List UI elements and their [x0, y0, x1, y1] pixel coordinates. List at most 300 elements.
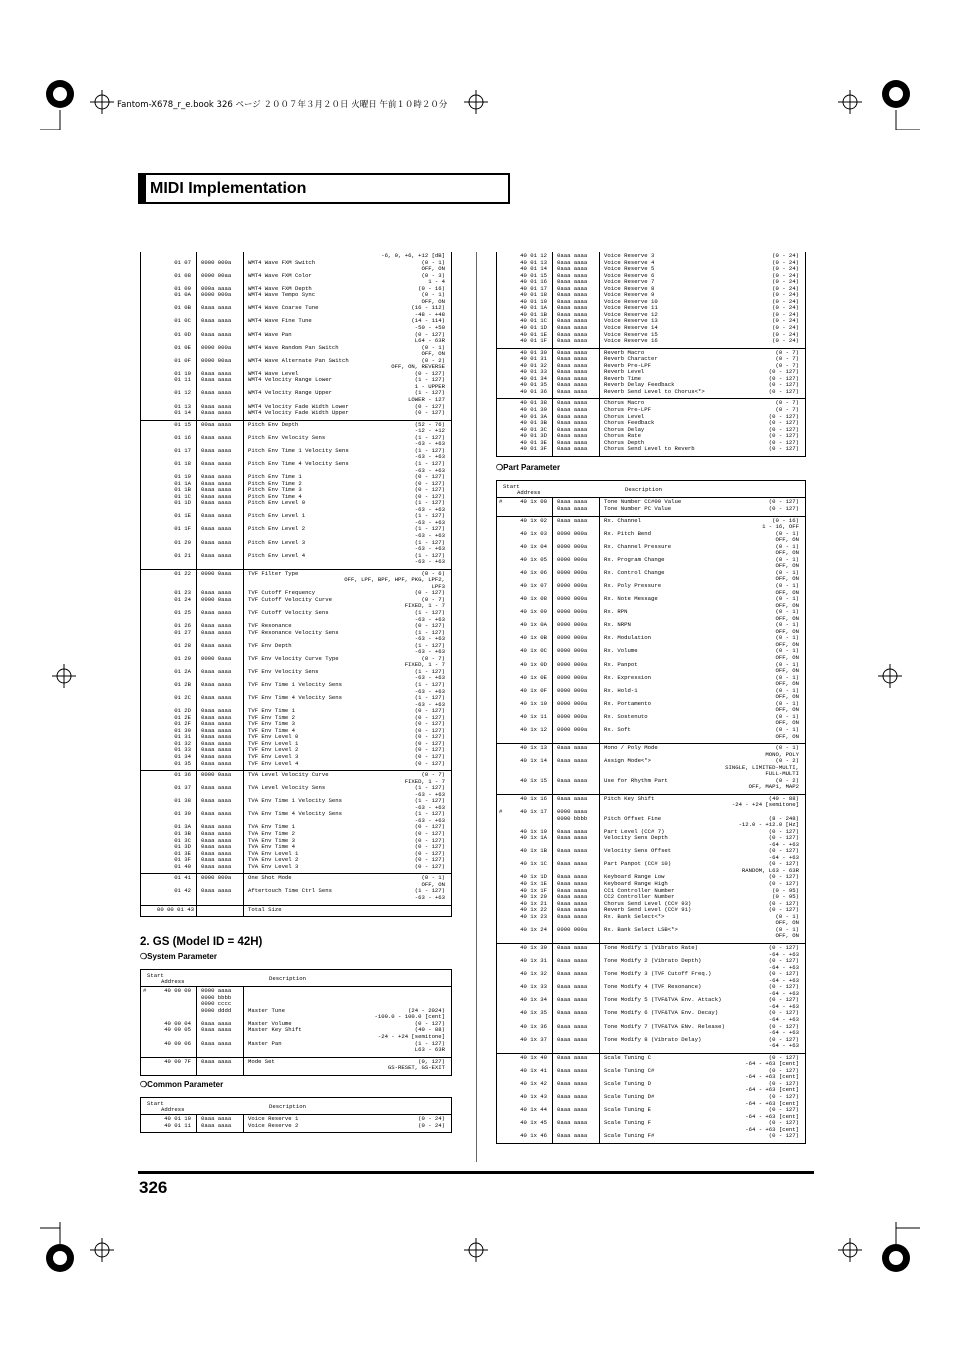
data-bits-cell: 0aaa aaaa	[201, 726, 232, 734]
address-cell: 01 23	[174, 589, 191, 597]
data-bits-cell: 0aaa aaaa	[557, 1022, 588, 1030]
value-range-cell: (0 - 127)	[768, 412, 799, 420]
address-cell: 01 18	[174, 459, 191, 467]
data-bits-cell: 0aaa aaaa	[557, 970, 588, 978]
description-cell: WMT4 Wave Tempo Sync	[248, 291, 316, 299]
description-cell: Rx. Expression	[604, 673, 651, 681]
value-range-cell: (0 - 2)	[775, 776, 799, 784]
address-cell: 01 38	[174, 797, 191, 805]
value-range-cell: OFF, ON	[775, 719, 799, 727]
description-cell: Voice Reserve 13	[604, 317, 658, 325]
data-bits-cell: 0000 bbbb	[557, 814, 588, 822]
value-range-cell: OFF, ON	[775, 706, 799, 714]
data-bits-cell: 0aaa aaaa	[201, 1115, 232, 1123]
value-range-cell: (40 - 88)	[414, 1026, 445, 1034]
value-range-cell: (0 - 1)	[775, 568, 799, 576]
data-bits-cell: 0aaa aaaa	[557, 324, 588, 332]
value-range-cell: (0 - 127)	[768, 1066, 799, 1074]
data-bits-cell: 0aaa aaaa	[201, 486, 232, 494]
data-bits-cell: 0aaa aaaa	[557, 425, 588, 433]
address-cell: 01 15	[174, 420, 191, 428]
address-cell: 01 2F	[174, 720, 191, 728]
description-cell: Tone Number PC Value	[604, 504, 672, 512]
value-range-cell: (1 - 127)	[414, 810, 445, 818]
description-cell: Pitch Env Time 2	[248, 479, 302, 487]
description-cell: TVA Env Time 4 Velocity Sens	[248, 810, 342, 818]
table-group	[141, 570, 451, 771]
data-bits-cell: 0aaa aaaa	[557, 368, 588, 376]
column-rule	[243, 252, 244, 917]
value-range-cell: (0 - 127)	[414, 330, 445, 338]
value-range-cell: (0 - 6)	[421, 569, 445, 577]
address-cell: 01 39	[174, 810, 191, 818]
address-cell: 40 01 10	[164, 1115, 191, 1123]
th-address: Address	[517, 489, 541, 497]
data-bits-cell: 0aaa aaaa	[557, 271, 588, 279]
part-parameter-table	[496, 480, 806, 1143]
table-group	[141, 252, 451, 421]
table-row	[497, 506, 805, 513]
description-cell: Keyboard Range Low	[604, 873, 665, 881]
data-bits-cell: 0aaa aaaa	[557, 374, 588, 382]
description-cell: One Shot Mode	[248, 874, 292, 882]
value-range-cell: (0 - 127)	[414, 753, 445, 761]
value-range-cell: GS-RESET, GS-EXIT	[387, 1064, 445, 1072]
address-cell: 01 08	[174, 271, 191, 279]
description-cell: Voice Reserve 7	[604, 278, 655, 286]
value-range-cell: L63 - 63R	[414, 1046, 445, 1054]
address-cell: 01 0A	[174, 291, 191, 299]
value-range-cell: LPF3	[431, 582, 445, 590]
value-range-cell: (0 - 1)	[775, 595, 799, 603]
address-cell: 40 1x 36	[520, 1022, 547, 1030]
value-range-cell: -64 - +63 [cent]	[745, 1060, 799, 1068]
value-range-cell: (0 - 7)	[775, 361, 799, 369]
description-cell: TVA Env Level 1	[248, 849, 299, 857]
address-cell: 40 01 14	[520, 265, 547, 273]
table-header	[141, 969, 451, 987]
description-cell: Voice Reserve 5	[604, 265, 655, 273]
value-range-cell: (0 - 127)	[768, 996, 799, 1004]
address-cell: 01 35	[174, 759, 191, 767]
description-cell: WMT4 Wave Fine Tune	[248, 317, 312, 325]
data-bits-cell: 0aaa aaaa	[201, 641, 232, 649]
value-range-cell: (0 - 95)	[772, 893, 799, 901]
data-bits-cell: 000a aaaa	[201, 284, 232, 292]
data-bits-cell: 0aaa aaaa	[557, 943, 588, 951]
value-range-cell: (1 - 127)	[414, 681, 445, 688]
value-range-cell: (0 - 127)	[414, 836, 445, 844]
address-cell: 01 3C	[174, 836, 191, 844]
description-cell: Voice Reserve 16	[604, 337, 658, 345]
value-range-cell: (0 - 1)	[775, 542, 799, 550]
data-bits-cell: 0000 000a	[201, 258, 232, 266]
value-range-cell: -6, 0, +6, +12 [dB]	[381, 252, 445, 259]
address-cell: 40 1x 07	[520, 581, 547, 589]
table-group	[141, 987, 451, 1057]
value-range-cell: -64 - +63	[768, 1042, 799, 1050]
description-cell: WMT4 Velocity Fade Width Lower	[248, 402, 349, 410]
data-bits-cell: 0aaa aaaa	[557, 912, 588, 920]
address-cell: 40 1x 17	[520, 808, 547, 816]
data-bits-cell: 0aaa aaaa	[201, 525, 232, 533]
value-range-cell: (0 - 127)	[768, 504, 799, 512]
address-cell: 01 2A	[174, 667, 191, 675]
value-range-cell: OFF, ON	[775, 614, 799, 622]
data-bits-cell: 0aaa aaaa	[201, 887, 232, 895]
data-bits-cell: 0aaa aaaa	[201, 862, 232, 870]
address-cell: 40 1x 21	[520, 899, 547, 907]
value-range-cell: (0 - 1)	[421, 258, 445, 266]
description-cell: TVF Env Time 4 Velocity Sens	[248, 694, 342, 702]
data-bits-cell: 0000 aaaa	[557, 808, 588, 816]
th-description: Description	[269, 975, 306, 983]
value-range-cell: (0 - 127)	[768, 1022, 799, 1030]
value-range-cell: (1 - 127)	[414, 433, 445, 441]
value-range-cell: (0 - 24)	[772, 284, 799, 292]
description-cell: Pitch Env Time 3	[248, 486, 302, 494]
value-range-cell: (1 - 127)	[414, 784, 445, 792]
value-range-cell: (0 - 127)	[414, 862, 445, 870]
value-range-cell: (0 - 7)	[421, 771, 445, 779]
value-range-cell: (1 - 127)	[414, 512, 445, 520]
address-cell: 40 01 1E	[520, 330, 547, 338]
data-bits-cell: 0aaa aaaa	[557, 258, 588, 266]
value-range-cell: (0 - 1)	[421, 291, 445, 299]
value-range-cell: -63 - +63	[414, 803, 445, 811]
data-bits-cell: 0aaa aaaa	[201, 492, 232, 500]
description-cell: CC2 Controller Number	[604, 893, 675, 901]
value-range-cell: (0 - 1)	[775, 699, 799, 707]
address-cell: 40 1x 20	[520, 893, 547, 901]
value-range-cell: (0 - 1)	[775, 925, 799, 933]
description-cell: Rx. Control Change	[604, 568, 665, 576]
address-cell: 40 1x 1E	[520, 880, 547, 888]
description-cell: Mono / Poly Mode	[604, 744, 658, 752]
value-range-cell: (1 - 127)	[414, 459, 445, 467]
table-row	[141, 410, 451, 417]
description-cell: Reverb Send Level (CC# 91)	[604, 906, 692, 914]
data-bits-cell: 0aaa aaaa	[201, 330, 232, 338]
description-cell: TVF Env Level 2	[248, 746, 299, 754]
address-cell: 01 1A	[174, 479, 191, 487]
data-bits-cell: 0aaa aaaa	[201, 1121, 232, 1129]
data-bits-cell: 0aaa aaaa	[201, 667, 232, 675]
value-range-cell: (0 - 127)	[768, 425, 799, 433]
th-description: Description	[625, 486, 662, 494]
value-range-cell: (8 - 248)	[768, 814, 799, 822]
value-range-cell: -100.0 - 100.0 [cent]	[374, 1013, 445, 1021]
description-cell: Master Volume	[248, 1019, 292, 1027]
address-cell: 40 01 17	[520, 284, 547, 292]
column-rule	[552, 480, 553, 1143]
address-cell: 40 1x 09	[520, 608, 547, 616]
value-range-cell: (0 - 7)	[775, 399, 799, 407]
system-parameter-table	[140, 969, 452, 1076]
value-range-cell: (0 - 1)	[775, 621, 799, 629]
description-cell: Master Key Shift	[248, 1026, 302, 1034]
data-bits-cell: 0aaa aaaa	[557, 1079, 588, 1087]
description-cell: Rx. Poly Pressure	[604, 581, 662, 589]
description-cell: Part Level (CC# 7)	[604, 827, 665, 835]
value-range-cell: OFF, ON	[775, 627, 799, 635]
value-range-cell: (52 - 76)	[414, 420, 445, 428]
data-bits-cell: 0000 000a	[557, 673, 588, 681]
address-cell: 40 01 3B	[520, 419, 547, 427]
address-cell: 40 1x 0D	[520, 660, 547, 668]
description-cell: TVF Resonance Velocity Sens	[248, 628, 339, 636]
address-cell: 01 32	[174, 739, 191, 747]
table-header	[497, 480, 805, 498]
value-range-cell: (0 - 1)	[775, 529, 799, 537]
description-cell: Voice Reserve 1	[248, 1115, 299, 1123]
value-range-cell: (0 - 127)	[414, 1019, 445, 1027]
data-bits-cell: 0aaa aaaa	[557, 317, 588, 325]
data-bits-cell: 0aaa aaaa	[201, 622, 232, 630]
address-cell: 01 36	[174, 771, 191, 779]
address-cell: 40 1x 0F	[520, 686, 547, 694]
description-cell: TVF Env Level 4	[248, 759, 299, 767]
address-cell: 40 1x 1C	[520, 860, 547, 868]
description-cell: Pitch Env Level 2	[248, 525, 306, 533]
data-bits-cell: 0000 cccc	[201, 1000, 232, 1008]
table-group	[497, 795, 805, 944]
description-cell: Tone Modify 2 (Vibrato Depth)	[604, 957, 702, 965]
value-range-cell: LOWER - 127	[408, 396, 445, 404]
th-start: Start	[147, 972, 164, 980]
description-cell: TVF Cutoff Velocity Sens	[248, 608, 329, 616]
value-range-cell: (0 - 127)	[414, 486, 445, 494]
value-range-cell: -64 - +63 [cent]	[745, 1099, 799, 1107]
value-range-cell: (0 - 24)	[772, 252, 799, 259]
address-cell: 40 00 7F	[164, 1057, 191, 1065]
description-cell: Pitch Env Level 4	[248, 551, 306, 559]
value-range-cell: (0 - 24)	[772, 258, 799, 266]
data-bits-cell: 0aaa aaaa	[557, 1035, 588, 1043]
crosshair-left-mid-icon	[52, 664, 76, 688]
address-cell: 01 2E	[174, 713, 191, 721]
crosshair-top-left-icon	[90, 90, 114, 114]
data-bits-cell: 0aaa aaaa	[557, 834, 588, 842]
left-column	[140, 252, 452, 1133]
address-cell: 01 0D	[174, 330, 191, 338]
value-range-cell: (0 - 24)	[772, 304, 799, 312]
value-range-cell: -63 - +63	[414, 674, 445, 682]
description-cell: Rx. Bank Select<*>	[604, 912, 665, 920]
data-bits-cell: 0aaa aaaa	[557, 406, 588, 414]
value-range-cell: (1 - 127)	[414, 887, 445, 895]
data-bits-cell: 0aaa aaaa	[557, 893, 588, 901]
data-bits-cell: 0aaa aaaa	[201, 707, 232, 715]
address-cell: 01 41	[174, 874, 191, 882]
value-range-cell: (0 - 127)	[768, 847, 799, 855]
data-bits-cell: 0aaa aaaa	[201, 608, 232, 616]
address-cell: 40 1x 11	[520, 712, 547, 720]
data-bits-cell: 0aaa aaaa	[557, 432, 588, 440]
book-header-line: Fantom-X678_r_e.book 326 ページ ２００７年３月２０日 火曜日 午前１０時２０分	[117, 100, 448, 110]
value-range-cell: L64 - 63R	[414, 337, 445, 345]
address-cell: 40 00 00	[164, 987, 191, 995]
value-range-cell: (0, 127)	[418, 1057, 445, 1065]
data-bits-cell: 0aaa aaaa	[557, 310, 588, 318]
address-cell: 40 1x 31	[520, 957, 547, 965]
value-range-cell: -64 - +63 [cent]	[745, 1125, 799, 1133]
address-cell: 01 19	[174, 473, 191, 481]
data-bits-cell: 0aaa aaaa	[557, 983, 588, 991]
table-row	[497, 389, 805, 396]
description-cell: TVF Env Depth	[248, 641, 292, 649]
description-cell: Rx. Channel Pressure	[604, 542, 672, 550]
value-range-cell: (0 - 1)	[775, 555, 799, 563]
table-row	[497, 338, 805, 345]
data-bits-cell: 0aaa aaaa	[201, 836, 232, 844]
value-range-cell: (0 - 16)	[418, 284, 445, 292]
data-bits-cell: 0aaa aaaa	[557, 880, 588, 888]
address-cell: 40 00 06	[164, 1039, 191, 1047]
data-bits-cell: 0aaa aaaa	[201, 733, 232, 741]
value-range-cell: (0 - 127)	[768, 1132, 799, 1140]
column-divider	[476, 252, 477, 1162]
data-bits-cell: 0aaa aaaa	[557, 291, 588, 299]
address-cell: 01 40	[174, 862, 191, 870]
description-cell: Reverb Time	[604, 374, 641, 382]
value-range-cell: (0 - 127)	[768, 498, 799, 506]
description-cell: TVA Env Level 3	[248, 862, 299, 870]
value-range-cell: -64 - +63	[768, 853, 799, 861]
description-cell: Reverb Level	[604, 368, 645, 376]
data-bits-cell: 0000 000a	[201, 291, 232, 299]
address-cell: 40 1x 0A	[520, 621, 547, 629]
data-bits-cell: 0aaa aaaa	[557, 304, 588, 312]
description-cell: WMT4 Wave FXM Depth	[248, 284, 312, 292]
value-range-cell: (0 - 127)	[768, 1092, 799, 1100]
data-bits-cell: 0aaa aaaa	[557, 297, 588, 305]
data-bits-cell: 0aaa aaaa	[201, 317, 232, 325]
description-cell: Pitch Env Level 1	[248, 512, 306, 520]
data-bits-cell: 0aaa aaaa	[201, 446, 232, 454]
table-row	[497, 933, 805, 940]
address-cell: 01 1E	[174, 512, 191, 520]
description-cell: Rx. Pitch Bend	[604, 529, 651, 537]
data-bits-cell: 0aaa aaaa	[557, 399, 588, 407]
crop-mark-bottom-right	[860, 1222, 920, 1292]
value-range-cell: (0 - 127)	[768, 906, 799, 914]
data-bits-cell: 0aaa aaaa	[201, 720, 232, 728]
data-bits-cell: 00aa aaaa	[201, 420, 232, 428]
data-bits-cell: 0aaa aaaa	[557, 1132, 588, 1140]
description-cell: Use for Rhythm Part	[604, 776, 668, 784]
value-range-cell: OFF, ON	[775, 932, 799, 940]
value-range-cell: (1 - 127)	[414, 446, 445, 454]
value-range-cell: (0 - 1)	[775, 634, 799, 642]
page-number: 326	[139, 1178, 168, 1197]
address-cell: 40 01 31	[520, 355, 547, 363]
value-range-cell: (0 - 127)	[414, 726, 445, 734]
value-range-cell: (0 - 127)	[768, 899, 799, 907]
value-range-cell: (1 - 127)	[414, 389, 445, 397]
value-range-cell: (0 - 127)	[768, 943, 799, 951]
address-cell: 01 37	[174, 784, 191, 792]
value-range-cell: (0 - 1)	[421, 874, 445, 882]
value-range-cell: -63 - +63	[414, 505, 445, 513]
description-cell: Pitch Key Shift	[604, 794, 655, 802]
column-rule	[552, 252, 553, 457]
address-cell: 40 00 05	[164, 1026, 191, 1034]
description-cell: TVF Env Time 2	[248, 713, 295, 721]
value-range-cell: (0 - 1)	[775, 647, 799, 655]
data-bits-cell: 0000 000a	[557, 555, 588, 563]
data-bits-cell: 0aaa aaaa	[557, 886, 588, 894]
value-range-cell: (0 - 7)	[775, 355, 799, 363]
value-range-cell: (0 - 127)	[768, 983, 799, 991]
value-range-cell: (0 - 24)	[772, 330, 799, 338]
value-range-cell: (0 - 127)	[768, 1106, 799, 1114]
address-cell: 40 1x 44	[520, 1106, 547, 1114]
value-range-cell: (0 - 127)	[768, 827, 799, 835]
value-range-cell: (0 - 127)	[768, 1079, 799, 1087]
value-range-cell: OFF, ON	[775, 667, 799, 675]
value-range-cell: OFF, ON	[421, 297, 445, 305]
value-range-cell: OFF, ON, REVERSE	[391, 363, 445, 371]
page-bottom-rule	[138, 1171, 814, 1174]
page-title: MIDI Implementation	[150, 180, 307, 197]
description-cell: WMT4 Wave Coarse Tune	[248, 304, 319, 312]
data-bits-cell: 0aaa aaaa	[557, 847, 588, 855]
mark-cell: #	[499, 808, 503, 816]
data-bits-cell: 0aaa aaaa	[557, 1053, 588, 1061]
value-range-cell: (40 - 88)	[768, 794, 799, 802]
description-cell: Rx. RPN	[604, 608, 628, 616]
value-range-cell: (0 - 127)	[768, 387, 799, 395]
value-range-cell: FIXED, 1 - 7	[404, 777, 445, 785]
address-cell: 01 09	[174, 284, 191, 292]
data-bits-cell: 0aaa aaaa	[557, 355, 588, 363]
address-cell: 01 10	[174, 369, 191, 377]
address-cell: 40 01 3E	[520, 438, 547, 446]
description-cell: Reverb Character	[604, 355, 658, 363]
description-cell: TVF Cutoff Frequency	[248, 589, 316, 597]
description-cell: Voice Reserve 11	[604, 304, 658, 312]
address-cell: 40 01 34	[520, 374, 547, 382]
description-cell: TVF Env Time 1	[248, 707, 295, 715]
address-cell: 01 3F	[174, 856, 191, 864]
description-cell: WMT4 Wave Pan	[248, 330, 292, 338]
description-cell: Aftertouch Time Ctrl Sens	[248, 887, 332, 895]
value-range-cell: MONO, POLY	[765, 750, 799, 758]
table-row	[141, 1065, 451, 1072]
data-bits-cell: 0aaa aaaa	[557, 873, 588, 881]
description-cell: Scale Tuning E	[604, 1106, 651, 1114]
value-range-cell: -64 - +63 [cent]	[745, 1086, 799, 1094]
value-range-cell: -64 - +63	[768, 840, 799, 848]
data-bits-cell: 0000 000a	[557, 699, 588, 707]
value-range-cell: -64 - +63	[768, 976, 799, 984]
value-range-cell: OFF, ON	[775, 919, 799, 927]
value-range-cell: OFF, ON	[775, 536, 799, 544]
data-bits-cell: 0aaa aaaa	[201, 376, 232, 384]
address-cell: 40 1x 19	[520, 827, 547, 835]
value-range-cell: (0 - 1)	[775, 712, 799, 720]
description-cell: Voice Reserve 15	[604, 330, 658, 338]
data-bits-cell: 0aaa aaaa	[201, 459, 232, 467]
description-cell: Keyboard Range High	[604, 880, 668, 888]
value-range-cell: (0 - 7)	[775, 348, 799, 356]
description-cell: Chorus Feedback	[604, 419, 655, 427]
description-cell: Pitch Env Time 1 Velocity Sens	[248, 446, 349, 454]
description-cell: TVF Filter Type	[248, 569, 299, 577]
address-cell: 40 01 18	[520, 291, 547, 299]
address-cell: 40 1x 22	[520, 906, 547, 914]
